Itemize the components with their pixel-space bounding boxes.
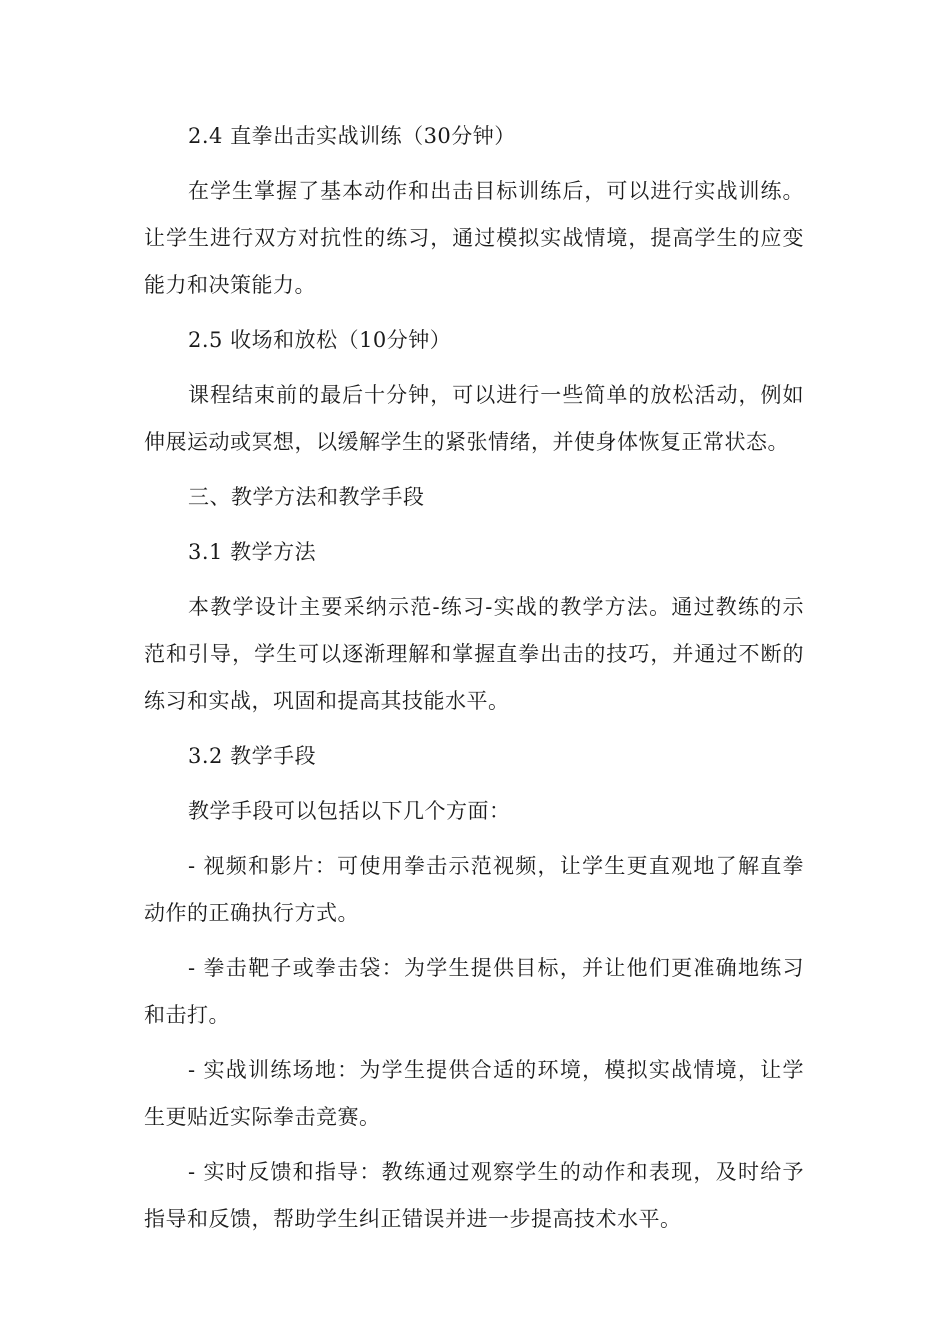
paragraph-cooldown: 课程结束前的最后十分钟，可以进行一些简单的放松活动，例如伸展运动或冥想，以缓解学生的紧张情绪，并使身体恢复正常状态。 bbox=[144, 383, 804, 454]
list-item-video: - 视频和影片：可使用拳击示范视频，让学生更直观地了解直拳动作的正确执行方式。 bbox=[144, 854, 804, 925]
list-item-target-bag: - 拳击靶子或拳击袋：为学生提供目标，并让他们更准确地练习和击打。 bbox=[144, 956, 804, 1027]
paragraph-teaching-method: 本教学设计主要采纳示范-练习-实战的教学方法。通过教练的示范和引导，学生可以逐渐理解和掌握直拳出击的技巧，并通过不断的练习和实战，巩固和提高其技能水平。 bbox=[144, 595, 804, 713]
list-item-feedback: - 实时反馈和指导：教练通过观察学生的动作和表现，及时给予指导和反馈，帮助学生纠正错误并进一步提高技术水平。 bbox=[144, 1160, 804, 1231]
chapter-heading-3: 三、教学方法和教学手段 bbox=[188, 485, 425, 509]
section-heading-2-4: 2.4 直拳出击实战训练（30分钟） bbox=[188, 124, 516, 148]
section-heading-2-5: 2.5 收场和放松（10分钟） bbox=[188, 328, 452, 352]
section-heading-3-1: 3.1 教学方法 bbox=[188, 540, 317, 564]
paragraph-teaching-means-intro: 教学手段可以包括以下几个方面： bbox=[188, 799, 511, 823]
document-body bbox=[144, 113, 804, 1243]
list-item-training-venue: - 实战训练场地：为学生提供合适的环境，模拟实战情境，让学生更贴近实际拳击竞赛。 bbox=[144, 1058, 804, 1129]
section-heading-3-2: 3.2 教学手段 bbox=[188, 744, 317, 768]
paragraph-practical-training: 在学生掌握了基本动作和出击目标训练后，可以进行实战训练。让学生进行双方对抗性的练习，通过模拟实战情境，提高学生的应变能力和决策能力。 bbox=[144, 179, 804, 297]
